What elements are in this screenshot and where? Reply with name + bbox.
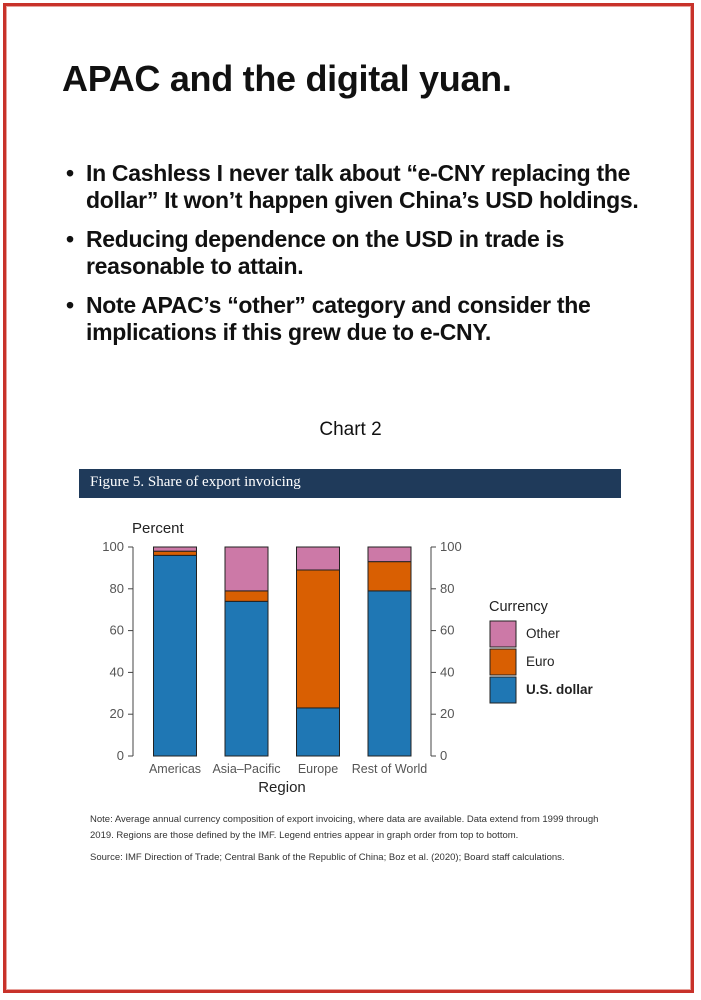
y-tick-label-right: 100	[440, 539, 462, 554]
bar-segment-usd	[225, 601, 268, 756]
y-tick-label-left: 40	[109, 664, 124, 680]
chart-caption: Chart 2	[319, 419, 382, 440]
legend-label-other: Other	[526, 626, 560, 641]
legend-swatch-other	[490, 621, 516, 647]
y-tick-label-left: 0	[116, 748, 124, 763]
y-tick-label-right: 20	[440, 706, 455, 722]
bar-segment-euro	[368, 562, 411, 591]
bullet-item: • Reducing dependence on the USD in trade is reasonable to attain.	[66, 226, 646, 280]
y-tick-label-right: 0	[440, 748, 448, 763]
figure-header: Figure 5. Share of export invoicing	[79, 469, 621, 498]
y-tick-label-right: 80	[440, 580, 455, 596]
bar-segment-usd	[297, 708, 340, 756]
bar-segment-usd	[368, 591, 411, 756]
x-tick-label: Rest of World	[351, 762, 428, 776]
bar-segment-other	[368, 547, 411, 562]
x-tick-label: Europe	[297, 762, 339, 776]
y-tick-label-right: 60	[440, 622, 455, 638]
slide-title: APAC and the digital yuan.	[62, 58, 512, 99]
y-tick-label-left: 20	[109, 706, 124, 722]
bar-segment-euro	[297, 570, 340, 708]
legend-label-usd: U.S. dollar	[526, 682, 593, 697]
bullet-item: • In Cashless I never talk about “e-CNY replacing the dollar” It won’t happen given China’s USD holdings.	[66, 160, 646, 214]
y-tick-label-left: 100	[102, 539, 124, 554]
legend-swatch-usd	[490, 677, 516, 703]
y-tick-label-left: 60	[109, 622, 124, 638]
y-axis-label: Percent	[132, 520, 184, 537]
bar-segment-usd	[154, 555, 197, 756]
legend-label-euro: Euro	[526, 654, 555, 669]
legend-title: Currency	[489, 599, 548, 615]
y-tick-label-left: 80	[109, 580, 124, 596]
x-tick-label: Asia–Pacific	[212, 762, 281, 776]
bar-segment-other	[154, 547, 197, 551]
figure-source: Source: IMF Direction of Trade; Central Bank of the Republic of China; Boz et al. (2020); Board staff calculations.	[90, 852, 565, 863]
bar-segment-other	[297, 547, 340, 570]
figure-note: Note: Average annual currency composition of export invoicing, where data are available. Data extend from 1999 through 2019. Regions are those defined by the IMF. Legend entries appear in graph order from top to bottom.	[90, 814, 599, 841]
legend-swatch-euro	[490, 649, 516, 675]
x-tick-label: Americas	[148, 762, 202, 776]
y-tick-label-right: 40	[440, 664, 455, 680]
bar-segment-euro	[154, 551, 197, 555]
bar-segment-euro	[225, 591, 268, 601]
x-axis-label: Region	[258, 779, 306, 796]
bullet-item: • Note APAC’s “other” category and consider the implications if this grew due to e-CNY.	[66, 292, 646, 346]
bar-segment-other	[225, 547, 268, 591]
